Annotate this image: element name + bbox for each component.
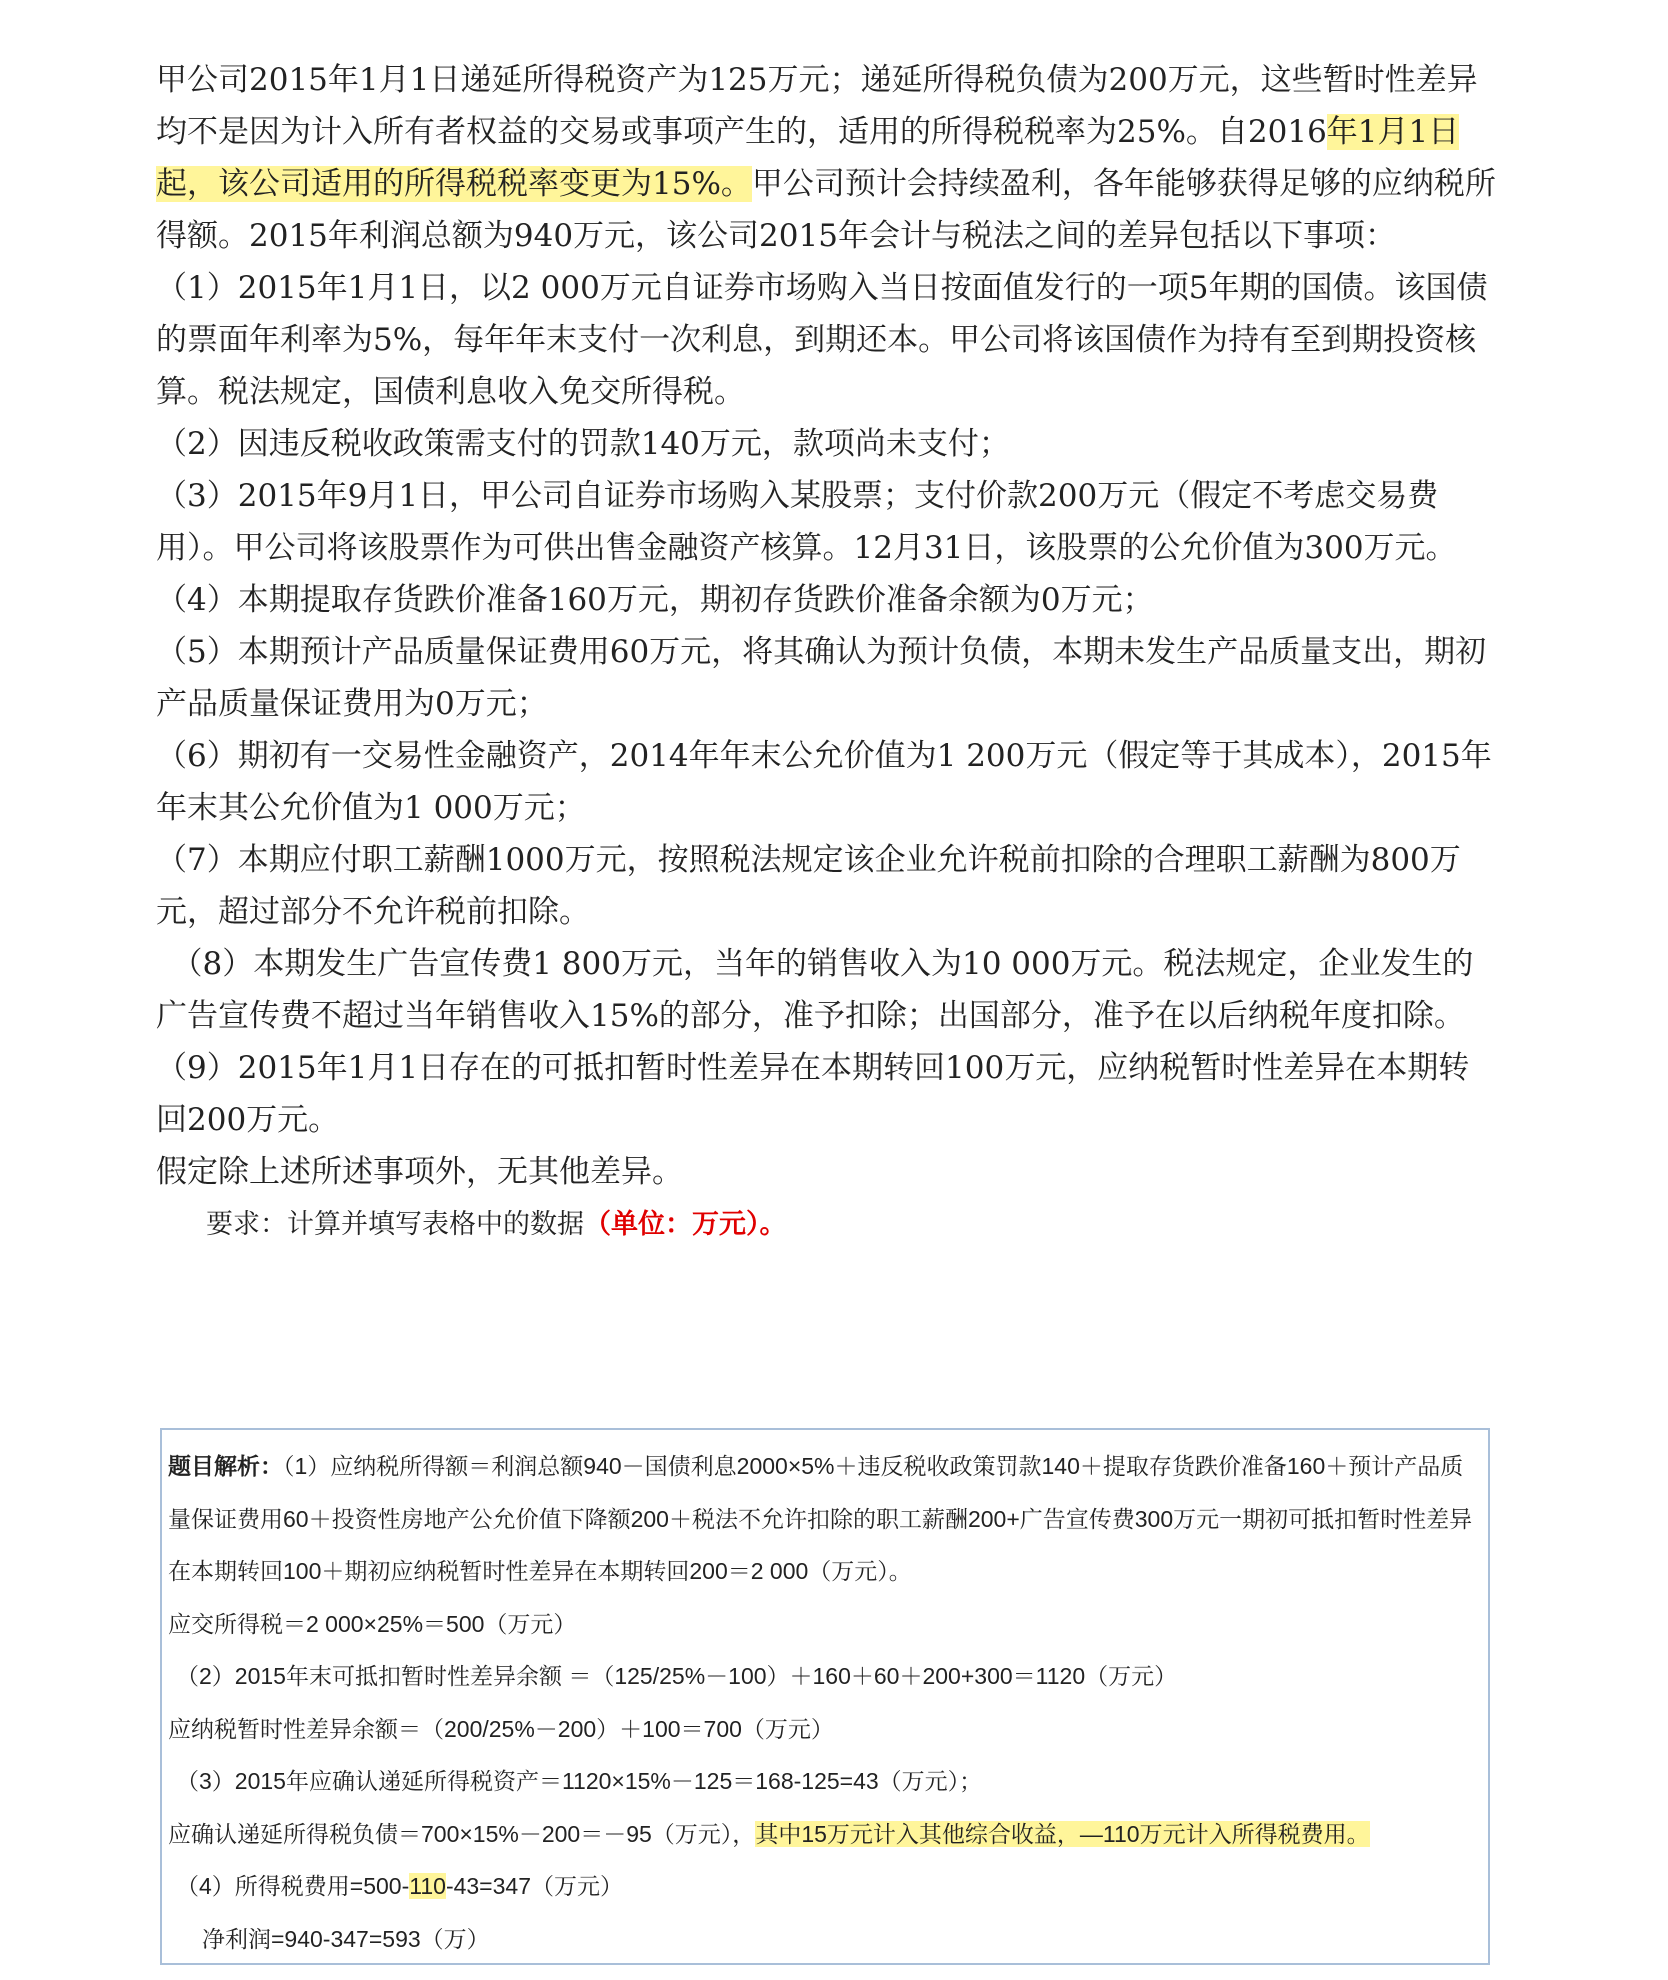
assumption: 假定除上述所述事项外，无其他差异。 [156, 1154, 683, 1190]
analysis-highlight-7: 110 [409, 1873, 446, 1899]
requirement-unit: （单位：万元）。 [584, 1209, 787, 1239]
analysis-text-1: （1）应纳税所得额＝利润总额940－国债利息2000×5%＋违反税收政策罚款140＋提取存货跌价准备160＋预计产品质量保证费用60＋投资性房地产公允价值下降额200＋税法不允许扣除的职工薪酬200+广告宣传费300万元一期初可抵扣暂时性差异在本期转回100＋期初应纳税暂时性差异在本期转回200＝2 000（万元）。 [168, 1453, 1473, 1584]
question-intro [156, 54, 1496, 262]
analysis-text-6: 应确认递延所得税负债＝700×15%－200＝－95（万元）， [168, 1820, 756, 1847]
item-7: （7）本期应付职工薪酬1000万元，按照税法规定该企业允许税前扣除的合理职工薪酬为800万元，超过部分不允许税前扣除。 [156, 842, 1461, 930]
analysis-title: 题目解析： [168, 1453, 283, 1479]
analysis-line-6 [168, 1808, 1480, 1861]
intro-after: 甲公司预计会持续盈利，各年能够获得足够的应纳税所得额。2015年利润总额为940万元，该公司2015年会计与税法之间的差异包括以下事项： [156, 166, 1496, 254]
item-4: （4）本期提取存货跌价准备160万元，期初存货跌价准备余额为0万元； [156, 582, 1154, 618]
analysis-line-3: （2）2015年末可抵扣暂时性差异余额 ＝（125/25%－100）＋160＋60＋200+300＝1120（万元） [176, 1663, 1178, 1689]
item-2: （2）因违反税收政策需支付的罚款140万元，款项尚未支付； [156, 426, 1010, 462]
analysis-line-8: 净利润=940-347=593（万） [202, 1925, 490, 1952]
analysis-line-2: 应交所得税＝2 000×25%＝500（万元） [168, 1610, 577, 1637]
requirement [206, 1198, 1496, 1250]
analysis-line-1 [168, 1440, 1480, 1598]
item-1: （1）2015年1月1日，以2 000万元自证券市场购入当日按面值发行的一项5年期的国债。该国债的票面年利率为5%，每年年末支付一次利息，到期还本。甲公司将该国债作为持有至到期投资核算。税法规定，国债利息收入免交所得税。 [156, 270, 1488, 410]
analysis-highlight-6: 其中15万元计入其他综合收益，—110万元计入所得税费用。 [755, 1820, 1370, 1847]
item-9: （9）2015年1月1日存在的可抵扣暂时性差异在本期转回100万元，应纳税暂时性差异在本期转回200万元。 [156, 1050, 1470, 1138]
intro-highlight: 年1月1日起，该公司适用的所得税税率变更为15%。 [156, 114, 1460, 202]
analysis-line-5: （3）2015年应确认递延所得税资产＝1120×15%－125＝168-125=43（万元）； [176, 1768, 983, 1794]
requirement-label: 要求：计算并填写表格中的数据 [206, 1209, 584, 1239]
analysis-line-7 [168, 1860, 1480, 1913]
analysis-text-7a: （4）所得税费用=500- [176, 1873, 410, 1899]
analysis-box [160, 1428, 1490, 1965]
item-8: （8）本期发生广告宣传费1 800万元，当年的销售收入为10 000万元。税法规定，企业发生的广告宣传费不超过当年销售收入15%的部分，准予扣除；出国部分，准予在以后纳税年度扣除。 [156, 946, 1474, 1034]
item-5: （5）本期预计产品质量保证费用60万元，将其确认为预计负债，本期未发生产品质量支出，期初产品质量保证费用为0万元； [156, 634, 1487, 722]
intro-before: 甲公司2015年1月1日递延所得税资产为125万元；递延所得税负债为200万元，这些暂时性差异均不是因为计入所有者权益的交易或事项产生的，适用的所得税税率为25%。自2016 [156, 62, 1478, 150]
question-text [156, 54, 1496, 1250]
analysis-line-4: 应纳税暂时性差异余额＝（200/25%－200）＋100＝700（万元） [168, 1715, 834, 1742]
item-3: （3）2015年9月1日，甲公司自证券市场购入某股票；支付价款200万元（假定不考虑交易费用）。甲公司将该股票作为可供出售金融资产核算。12月31日，该股票的公允价值为300万元。 [156, 478, 1457, 566]
analysis-text-7b: -43=347（万元） [445, 1873, 623, 1899]
item-6: （6）期初有一交易性金融资产，2014年年末公允价值为1 200万元（假定等于其成本），2015年年末其公允价值为1 000万元； [156, 738, 1492, 826]
